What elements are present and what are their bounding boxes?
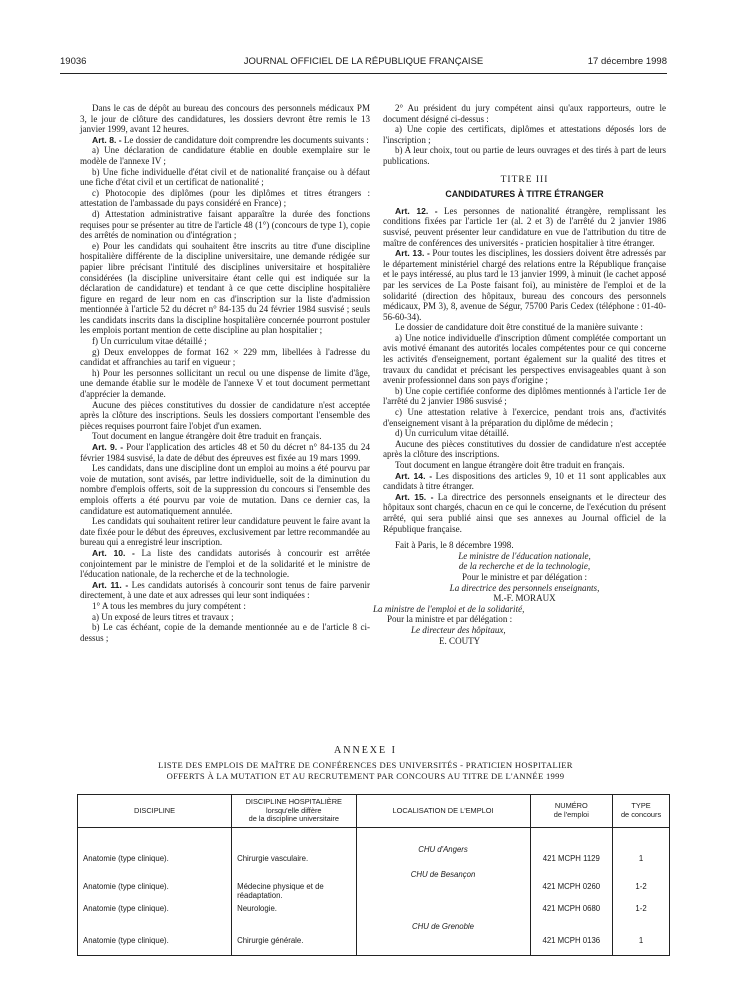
list-item: e) Pour les candidats qui souhaitent être inscrits au titre d'une discipline hospitalière différente de la discipline universitaire, une demande rédigée sur papier libre précisant l'intitulé des disciplines universitaire et hospitalière considérées (la discipline universitaire étant celle qui est indiquée sur la déclaration de candidature) et tendant à ce que cette discipline hospitalière figure en regard de leur nom en cas d'inscription sur la liste d'admission mentionnée à l'article 52 du décret n° 84-135 du 24 février 1984 susvisé ; seuls les candidats inscrits dans la discipline hospitalière concernée pourront postuler les emplois portant mention de cette discipline au plan hospitalier ;	[80, 240, 370, 336]
paragraph: Dans le cas de dépôt au bureau des concours des personnels médicaux PM 3, le jour de clôture des candidatures, les dossiers devront être remis le 13 janvier 1999, avant 12 heures.	[80, 103, 370, 135]
col-header-discipline: DISCIPLINE	[78, 795, 232, 828]
journal-title: JOURNAL OFFICIEL DE LA RÉPUBLIQUE FRANÇAISE	[243, 56, 484, 67]
cell-type: 1-2	[613, 904, 670, 922]
paragraph: Aucune des pièces constitutives du dossier de candidature n'est acceptée après la clôture des inscriptions. Seuls les dossiers comportant l'ensemble des pièces requises pourront faire l'objet d'un examen.	[80, 399, 370, 431]
header-line: NUMÉRO	[554, 801, 588, 811]
list-item: b) Une copie certifiée conforme des diplômes mentionnés à l'article 1er de l'arrêté du 2 janvier 1986 susvisé ;	[383, 385, 666, 407]
header-line: de concours	[620, 810, 662, 819]
article-label: Art. 10. -	[92, 547, 135, 558]
article-text: Les personnes de nationalité étrangère, remplissant les conditions fixées par l'article 1er (al. 2 et 3) de l'arrêté du 2 janvier 1986 susvisé, peuvent présenter leur candidature en vue de l'attribution du titre de maître de conférences des universités - praticien hospitalier à titre étranger.	[383, 205, 666, 248]
list-item: a) Une déclaration de candidature établie en double exemplaire sur le modèle de l'annexe IV ;	[80, 145, 370, 166]
article-14	[383, 471, 666, 492]
table-header-row	[78, 795, 670, 828]
paragraph: Les candidats, dans une discipline dont un emploi au moins a été pourvu par voie de mutation, sont avisés, par lettre individuelle, soit de la diminution du nombre d'emplois offerts, soit de la suppression du concours si l'ensemble des emplois offerts a été pourvu par voie de mutation. Dans ce dernier cas, la candidature est automatiquement annulée.	[80, 463, 370, 516]
list-item: h) Pour les personnes sollicitant un recul ou une dispense de limite d'âge, une demande établie sur le modèle de l'annexe V et tout document permettant d'apprécier la demande.	[80, 367, 370, 400]
article-10	[80, 548, 370, 580]
article-label: Art. 15. -	[395, 491, 434, 502]
paragraph: Les candidats qui souhaitent retirer leur candidature peuvent le faire avant la date fixée pour le début des épreuves, exclusivement par lettre recommandée au bureau qui a enregistré leur inscription.	[80, 516, 370, 548]
cell-discipline: Anatomie (type clinique).	[78, 904, 232, 922]
signature-line: Le ministre de l'éducation nationale,	[458, 550, 591, 561]
list-item: g) Deux enveloppes de format 162 × 229 mm, libellées à l'adresse du candidat et affranchies au tarif en vigueur ;	[80, 346, 370, 368]
annexe-subtitle-line: LISTE DES EMPLOIS DE MAÎTRE DE CONFÉRENCES DES UNIVERSITÉS - PRATICIEN HOSPITALIER	[158, 760, 573, 770]
cell-type: 1-2	[613, 882, 670, 904]
article-label: Art. 11. -	[92, 579, 129, 590]
cell-discipline: Anatomie (type clinique).	[78, 882, 232, 904]
article-13	[383, 248, 666, 322]
header-line: DISCIPLINE HOSPITALIÈRE	[245, 797, 342, 807]
col-header-number	[530, 795, 613, 828]
article-label: Art. 14. -	[395, 470, 433, 481]
list-item: c) Une attestation relative à l'exercice, pendant trois ans, d'activités d'enseignement visant à la préparation du diplôme de médecin ;	[383, 407, 666, 428]
table-row	[78, 870, 670, 882]
table-row	[78, 904, 670, 922]
page-header	[60, 56, 667, 72]
paragraph: Tout document en langue étrangère doit être traduit en français.	[92, 431, 322, 442]
issue-date: 17 décembre 1998	[587, 56, 667, 67]
header-line: de l'emploi	[553, 810, 589, 819]
list-item: a) Une copie des certificats, diplômes et attestations déposés lors de l'inscription ;	[383, 124, 666, 145]
table-row	[78, 922, 670, 936]
left-column	[80, 103, 370, 643]
article-label: Art. 12. -	[395, 205, 438, 216]
signature-date: Fait à Paris, le 8 décembre 1998.	[395, 540, 514, 551]
table-row	[78, 828, 670, 854]
cell-discipline: Anatomie (type clinique).	[78, 854, 232, 870]
col-header-type	[613, 795, 670, 828]
signature-line: de la recherche et de la technologie,	[458, 561, 591, 572]
page-number: 19036	[60, 56, 87, 67]
cell-discipline: Anatomie (type clinique).	[78, 936, 232, 956]
paragraph: Tout document en langue étrangère doit être traduit en français.	[395, 460, 625, 470]
signatory-name: E. COUTY	[439, 635, 481, 646]
city-label: CHU de Grenoble	[356, 922, 530, 936]
list-item: 1° A tous les membres du jury compétent :	[92, 600, 246, 611]
signature-line: Pour la ministre et par délégation :	[387, 614, 513, 625]
signature-line: La directrice des personnels enseignants,	[449, 582, 600, 593]
article-15	[383, 492, 666, 534]
section-subtitle: CANDIDATURES À TITRE ÉTRANGER	[445, 189, 604, 200]
signature-line: Le directeur des hôpitaux,	[411, 624, 506, 635]
paragraph: Aucune des pièces constitutives du dossier de candidature n'est acceptée après la clôture des inscriptions.	[383, 438, 666, 460]
table-row	[78, 882, 670, 904]
list-item: a) Une notice individuelle d'inscription dûment complétée comportant un avis motivé émanant des autorités locales compétentes pour ce qui concerne les activités d'enseignement, portant également sur la qualité des titres et travaux du candidat et précisant les perspectives envisageables quant à son avenir professionnel dans son pays d'origine ;	[383, 332, 666, 386]
positions-table	[77, 794, 670, 956]
article-label: Art. 8. -	[92, 134, 122, 145]
header-line: lorsqu'elle diffère	[266, 805, 322, 815]
article-label: Art. 9. -	[92, 442, 124, 452]
annexe-subtitle	[0, 760, 731, 781]
header-rule	[60, 73, 667, 74]
article-9	[80, 442, 370, 463]
col-header-hospital-discipline	[232, 795, 356, 828]
header-line: TYPE	[631, 801, 651, 811]
annexe-title: ANNEXE I	[334, 745, 397, 756]
cell-number: 421 MCPH 1129	[530, 854, 613, 870]
paragraph: Le dossier de candidature doit être constitué de la manière suivante :	[395, 322, 643, 333]
signatory-name: M.-F. MORAUX	[493, 593, 556, 604]
header-line: de la discipline universitaire	[248, 814, 339, 824]
cell-type: 1	[613, 936, 670, 956]
city-label: CHU de Besançon	[356, 870, 530, 882]
article-11	[80, 580, 370, 601]
list-item: c) Photocopie des diplômes (pour les diplômes et titres étrangers : attestation de l'ambassade du pays considéré en France) ;	[80, 187, 370, 209]
right-column	[373, 103, 667, 646]
city-label: CHU d'Angers	[356, 828, 530, 854]
section-title: TITRE III	[500, 174, 549, 185]
article-8	[80, 135, 370, 146]
cell-hospital-discipline: Chirurgie vasculaire.	[232, 854, 356, 870]
cell-number: 421 MCPH 0260	[530, 882, 613, 904]
article-label: Art. 13. -	[395, 248, 430, 259]
article-text: Pour l'application des articles 48 et 50 du décret n° 84-135 du 24 février 1984 susvisé, la date de début des épreuves est fixée au 19 mars 1999.	[80, 442, 370, 463]
table-row	[78, 854, 670, 870]
cell-hospital-discipline: Médecine physique et de réadaptation.	[232, 882, 356, 904]
list-item: f) Un curriculum vitae détaillé ;	[92, 336, 207, 347]
annexe-subtitle-line: OFFERTS À LA MUTATION ET AU RECRUTEMENT PAR CONCOURS AU TITRE DE L'ANNÉE 1999	[166, 770, 565, 781]
cell-hospital-discipline: Neurologie.	[232, 904, 356, 922]
article-text: Les candidats autorisés à concourir sont tenus de faire parvenir directement, à une date et aux adresses qui leur sont indiquées :	[80, 579, 370, 601]
article-text: Le dossier de candidature doit comprendre les documents suivants :	[121, 134, 369, 145]
list-item: b) Le cas échéant, copie de la demande mentionnée au e de l'article 8 ci-dessus ;	[80, 622, 370, 643]
cell-number: 421 MCPH 0680	[530, 904, 613, 922]
list-item: a) Un exposé de leurs titres et travaux ;	[92, 611, 234, 622]
signature-line: Pour le ministre et par délégation :	[461, 571, 588, 582]
table-row	[78, 936, 670, 956]
list-item: d) Un curriculum vitae détaillé.	[395, 428, 509, 439]
list-item: d) Attestation administrative faisant apparaître la durée des fonctions requises pour se présenter au titre de l'article 48 (1°) (concours de type 1), copie des arrêtés de nomination ou d'intégration ;	[80, 208, 370, 241]
article-12	[383, 206, 666, 248]
col-header-location: LOCALISATION DE L'EMPLOI	[356, 795, 530, 828]
list-item: 2° Au président du jury compétent ainsi qu'aux rapporteurs, outre le document désigné ci-dessus :	[383, 103, 666, 124]
cell-type: 1	[613, 854, 670, 870]
cell-hospital-discipline: Chirurgie générale.	[232, 936, 356, 956]
article-text: Pour toutes les disciplines, les dossiers doivent être adressés par le département ministériel chargé des relations entre la République française et le pays intéressé, au plus tard le 13 janvier 1999, à minuit (le cachet apposé par les services de La Poste faisant foi), au ministère de l'emploi et de la solidarité (direction des hôpitaux, bureau des concours des personnels médicaux, PM 3), 8, avenue de Ségur, 75700 Paris Cedex (téléphone : 01-40-56-60-34).	[383, 248, 666, 322]
signature-line: La ministre de l'emploi et de la solidarité,	[373, 603, 525, 614]
article-text: Les dispositions des articles 9, 10 et 11 sont applicables aux candidats à titre étranger.	[383, 470, 667, 492]
list-item: b) Une fiche individuelle d'état civil et de nationalité française ou à défaut une fiche d'état civil et un certificat de nationalité ;	[80, 166, 370, 188]
list-item: b) A leur choix, tout ou partie de leurs ouvrages et des tirés à part de leurs publications.	[383, 145, 666, 166]
article-text: La liste des candidats autorisés à concourir est arrêtée conjointement par le ministre de l'emploi et de la solidarité et le ministre de l'éducation nationale, de la recherche et de la technologie.	[80, 547, 370, 580]
article-text: La directrice des personnels enseignants et le directeur des hôpitaux sont chargés, chacun en ce qui le concerne, de l'exécution du présent arrêté, qui sera publié ainsi que ses annexes au Journal officiel de la République française.	[383, 491, 666, 534]
cell-number: 421 MCPH 0136	[530, 936, 613, 956]
